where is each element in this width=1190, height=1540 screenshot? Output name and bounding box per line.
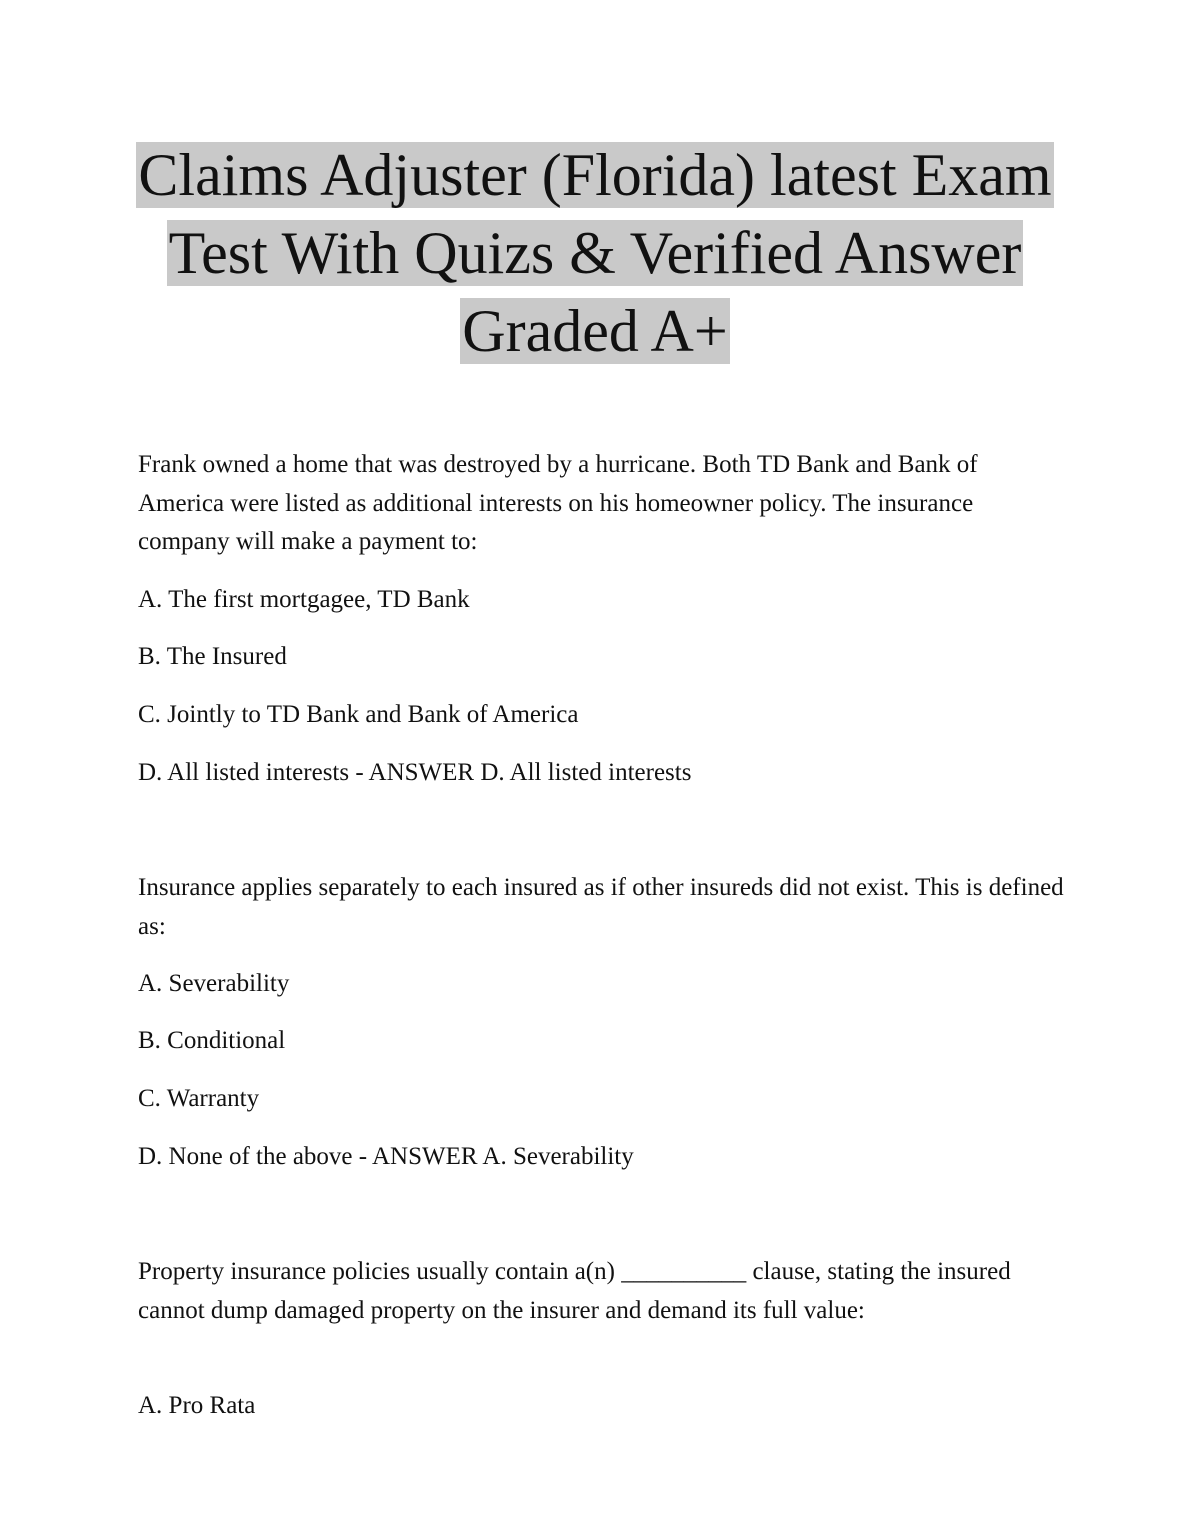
question-2-option-d-answer: D. None of the above - ANSWER A. Severability <box>138 1143 634 1170</box>
question-1-option-c: C. Jointly to TD Bank and Bank of America <box>138 701 579 728</box>
question-3-text: Property insurance policies usually contain a(n) __________ clause, stating the insured cannot dump damaged property on the insurer and demand its full value: <box>138 1258 1011 1324</box>
question-2-option-a: A. Severability <box>138 970 290 997</box>
title-line-3-text: Graded A+ <box>462 298 728 364</box>
question-1-text: Frank owned a home that was destroyed by a hurricane. Both TD Bank and Bank of America were listed as additional interests on his homeowner policy. The insurance company will make a payment to: <box>138 451 978 555</box>
question-3-option-a: A. Pro Rata <box>138 1392 256 1419</box>
question-2-option-c: C. Warranty <box>138 1085 260 1112</box>
title-line-2-text: Test With Quizs & Verified Answer <box>168 220 1022 286</box>
question-1-option-b: B. The Insured <box>138 643 287 670</box>
question-2-option-b: B. Conditional <box>138 1027 286 1054</box>
title-line-1-text: Claims Adjuster (Florida) latest Exam <box>138 142 1052 208</box>
question-1-option-a: A. The first mortgagee, TD Bank <box>138 586 470 613</box>
question-1-option-d-answer: D. All listed interests - ANSWER D. All listed interests <box>138 759 692 786</box>
question-2-text: Insurance applies separately to each insured as if other insureds did not exist. This is defined as: <box>138 874 1064 940</box>
title-line-2 <box>0 214 1190 292</box>
title-line-3 <box>0 292 1190 370</box>
title-line-1 <box>0 136 1190 214</box>
